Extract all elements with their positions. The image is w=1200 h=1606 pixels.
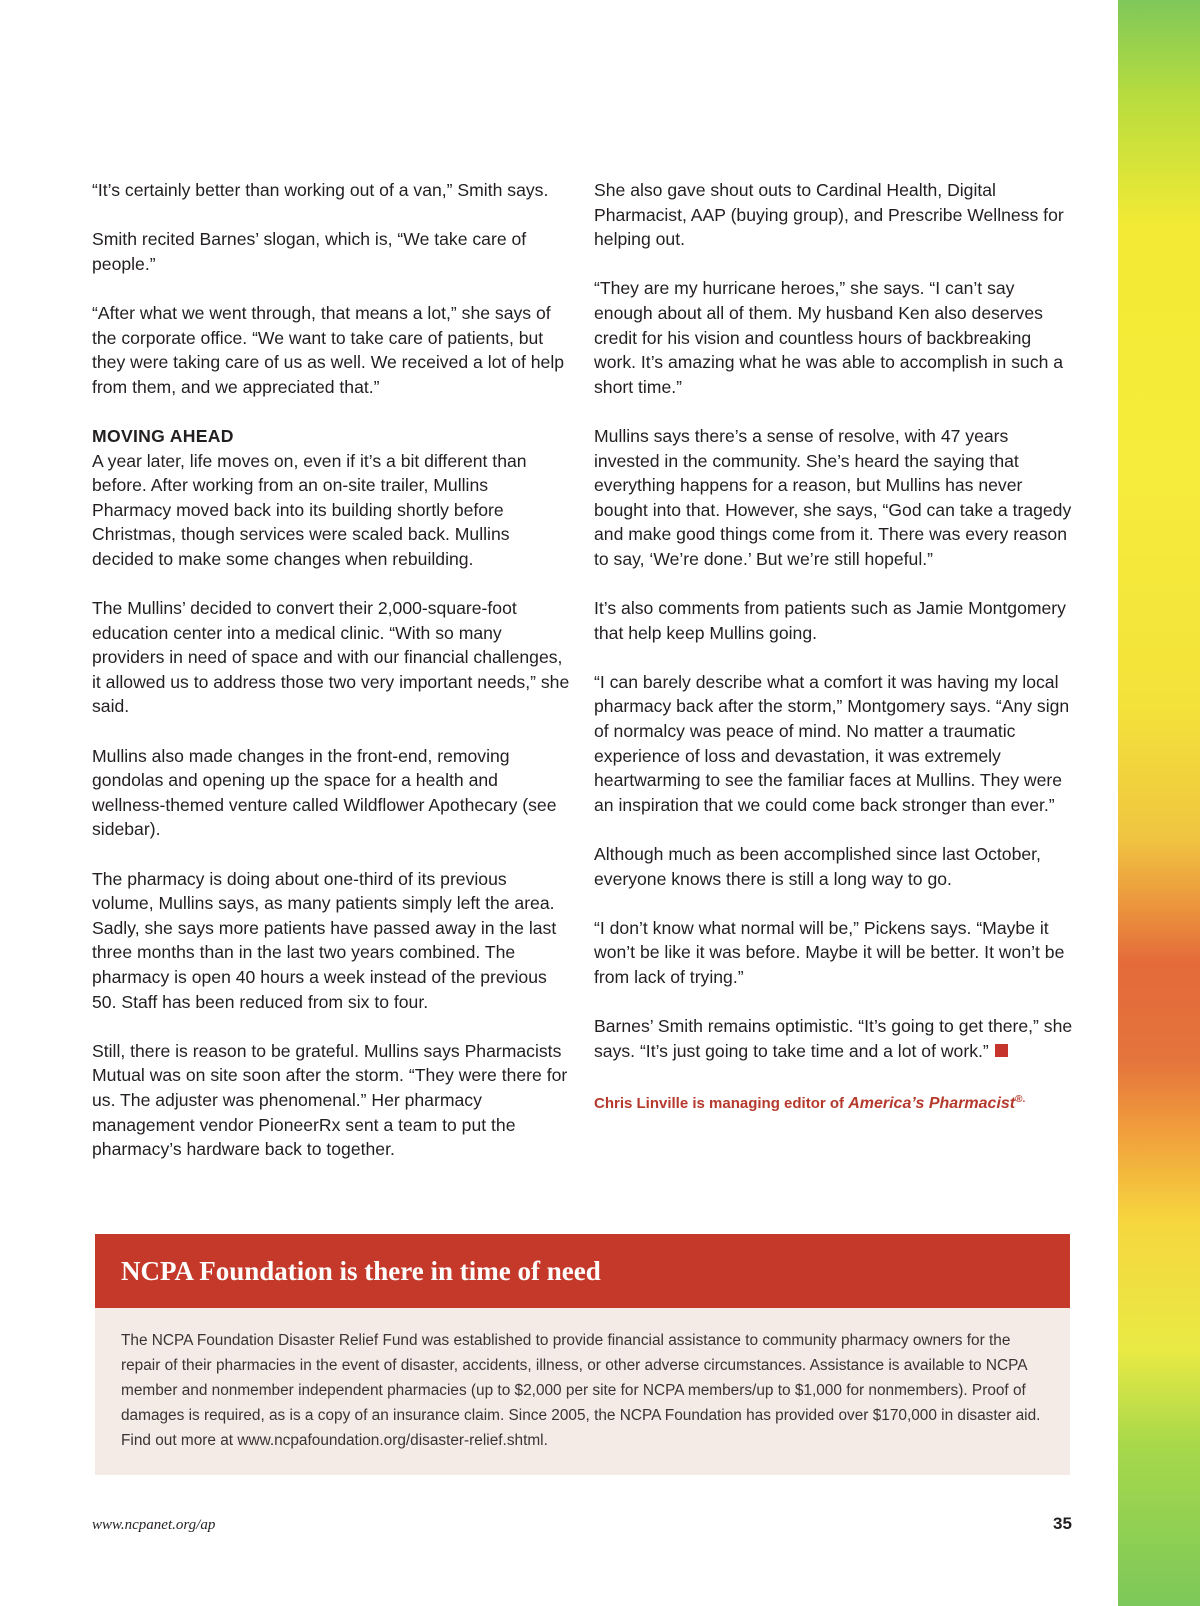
paragraph: Mullins says there’s a sense of resolve, with 47 years invested in the community. She’s heard the saying that everything happens for a reason, but Mullins has never bought into that. However, she says, “God can take a tragedy and make good things come from it. There was every reason to say, ‘We’re done.’ But we’re still hopeful.” — [594, 425, 1072, 569]
section — [92, 424, 570, 572]
paragraph: It’s also comments from patients such as Jamie Montgomery that help keep Mullins going. — [594, 598, 1066, 643]
paragraph: “They are my hurricane heroes,” she says. “I can’t say enough about all of them. My husband Ken also deserves credit for his vision and countless hours of backbreaking work. It’s amazing what he was able to accomplish in such a short time.” — [594, 278, 1064, 397]
paragraph: Mullins also made changes in the front-end, removing gondolas and opening up the space for a health and wellness-themed venture called Wildflower Apothecary (see sidebar). — [92, 745, 557, 840]
paragraph: “I don’t know what normal will be,” Pickens says. “Maybe it won’t be like it was before. Maybe it will be better. It won’t be from lack of trying.” — [594, 917, 1065, 987]
paragraph: Smith recited Barnes’ slogan, which is, “We take care of people.” — [92, 229, 527, 274]
last-paragraph — [594, 1014, 1074, 1063]
footer-url: www.ncpanet.org/ap — [92, 1517, 216, 1533]
sidebar-title: NCPA Foundation is there in time of need — [121, 1255, 601, 1286]
section-heading: MOVING AHEAD — [92, 425, 234, 446]
page-number: 35 — [1053, 1514, 1072, 1533]
sidebar-header — [95, 1234, 1070, 1308]
paragraph: Still, there is reason to be grateful. Mullins says Pharmacists Mutual was on site soon after the storm. “They were there for us. The adjuster was phenomenal.” Her pharmacy management vendor PioneerRx sent a team to put the pharmacy’s hardware back to together. — [92, 1040, 568, 1160]
sidebar-body: The NCPA Foundation Disaster Relief Fund was established to provide financial assistance to community pharmacy owners for the repair of their pharmacies in the event of disaster, accidents, illness, or other adverse circumstances. Assistance is available to NCPA member and nonmember independent pharmacies (up to $2,000 per site for NCPA members/up to $1,000 for nonmembers). Proof of damages is required, as is a copy of an insurance claim. Since 2005, the NCPA Foundation has provided over $170,000 in disaster aid. Find out more at www.ncpafoundation.org/disaster-relief.shtml. — [95, 1308, 1070, 1475]
end-mark-icon — [995, 1044, 1008, 1057]
sidebar-box — [95, 1234, 1070, 1475]
paragraph: The Mullins’ decided to convert their 2,000-square-foot education center into a medical clinic. “With so many providers in need of space and with our financial challenges, it allowed us to address those two very important needs,” she said. — [92, 598, 570, 717]
paragraph: A year later, life moves on, even if it’s a bit different than before. After working from an on-site trailer, Mullins Pharmacy moved back into its building shortly before Christmas, though services were scaled back. Mullins decided to make some changes when rebuilding. — [92, 450, 527, 569]
paragraph: “It’s certainly better than working out of a van,” Smith says. — [92, 180, 549, 200]
article-left-column — [92, 178, 570, 1186]
byline-text: Chris Linville is managing editor of — [594, 1094, 849, 1112]
paragraph-text: Barnes’ Smith remains optimistic. “It’s going to get there,” she says. “It’s just going to take time and a lot of work.” — [594, 1016, 1073, 1061]
registered-mark: ®. — [1015, 1093, 1026, 1105]
paragraph: “After what we went through, that means a lot,” she says of the corporate office. “We want to take care of patients, but they were taking care of us as well. We received a lot of help from them, and we appreciated that.” — [92, 302, 565, 397]
author-byline — [594, 1088, 1074, 1117]
article-right-column — [594, 178, 1074, 1117]
map-image-strip — [1118, 0, 1200, 1606]
paragraph: “I can barely describe what a comfort it was having my local pharmacy back after the storm,” Montgomery says. “Any sign of normalcy was peace of mind. No matter a traumatic experience of loss and devastation, it was extremely heartwarming to see the familiar faces at Mullins. They were an inspiration that we could come back stronger than ever.” — [594, 671, 1070, 815]
paragraph: She also gave shout outs to Cardinal Health, Digital Pharmacist, AAP (buying group), and Prescribe Wellness for helping out. — [594, 180, 1064, 250]
byline-publication: America’s Pharmacist — [848, 1094, 1016, 1112]
paragraph: The pharmacy is doing about one-third of its previous volume, Mullins says, as many patients simply left the area. Sadly, she says more patients have passed away in the last three months than in the last two years combined. The pharmacy is open 40 hours a week instead of the previous 50. Staff has been reduced from six to four. — [92, 868, 557, 1012]
paragraph: Although much as been accomplished since last October, everyone knows there is still a long way to go. — [594, 844, 1041, 889]
